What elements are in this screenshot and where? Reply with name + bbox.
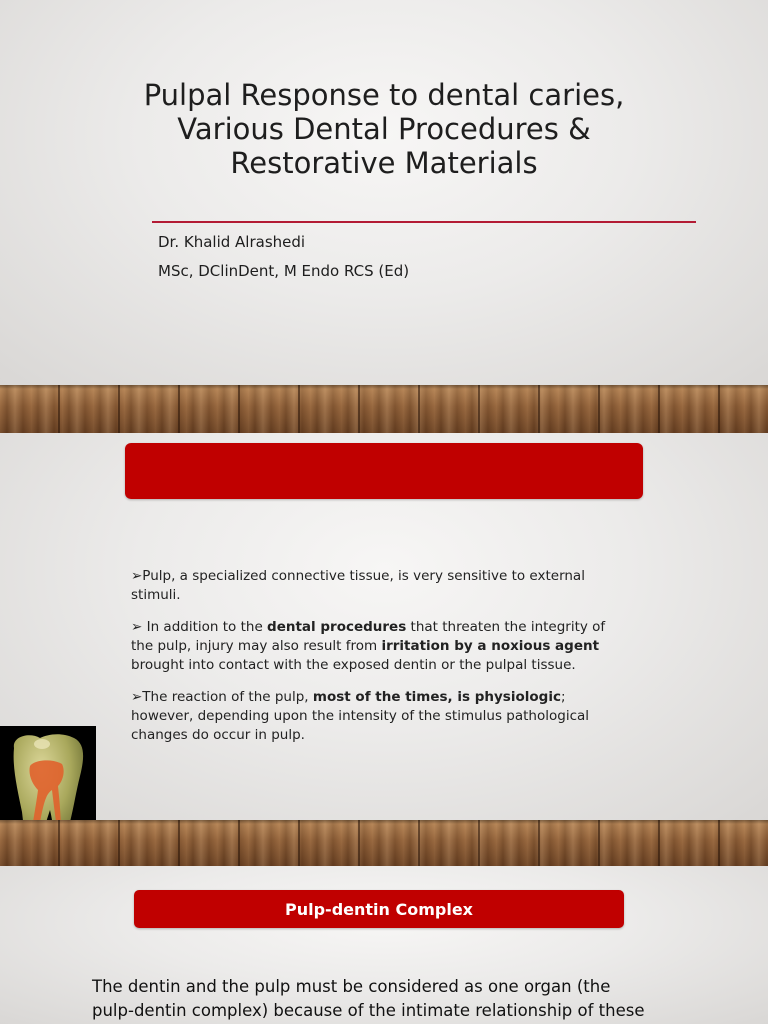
section-heading: Pulp-dentin Complex (134, 890, 624, 928)
pulp-dentin-slide (0, 866, 768, 1024)
wood-floor-divider-2 (0, 820, 768, 866)
bullet-text: ➢Pulp, a specialized connective tissue, is very sensitive to external stimuli. (131, 568, 585, 603)
author-name: Dr. Khalid Alrashedi (158, 233, 306, 251)
slide-title (60, 78, 708, 181)
pulp-intro-slide (0, 433, 768, 820)
bullet-list (131, 567, 631, 758)
bullet-item (131, 688, 631, 745)
bullet-text: ➢ In addition to the (131, 619, 268, 635)
bullet-text: that threaten the integrity of the pulp, injury may also result from (131, 619, 606, 654)
author-credentials: MSc, DClinDent, M Endo RCS (Ed) (158, 262, 410, 280)
title-line-1: Pulpal Response to dental caries, (143, 78, 625, 112)
bullet-emphasis: dental procedures (267, 619, 407, 635)
bullet-item (131, 618, 631, 675)
title-line-3: Restorative Materials (230, 146, 538, 181)
bullet-text: ➢The reaction of the pulp, (131, 689, 313, 705)
slide-heading-bar (125, 443, 643, 499)
bullet-item (131, 567, 631, 605)
body-paragraph: The dentin and the pulp must be considered as one organ (the pulp-dentin complex) because of the intimate relationship of these (92, 977, 645, 1020)
title-divider (152, 221, 696, 223)
tooth-pulp-icon (0, 726, 96, 820)
bullet-emphasis: irritation by a noxious agent (381, 638, 600, 654)
bullet-text: brought into contact with the exposed dentin or the pulpal tissue. (131, 657, 576, 673)
wood-floor-divider (0, 385, 768, 433)
bullet-emphasis: most of the times, is physiologic (312, 689, 561, 705)
title-slide (0, 0, 768, 385)
tooth-pulp-image (0, 726, 96, 820)
title-line-2: Various Dental Procedures & (177, 112, 591, 147)
bullet-text: ; however, depending upon the intensity of the stimulus pathological changes do occur in pulp. (131, 689, 590, 743)
